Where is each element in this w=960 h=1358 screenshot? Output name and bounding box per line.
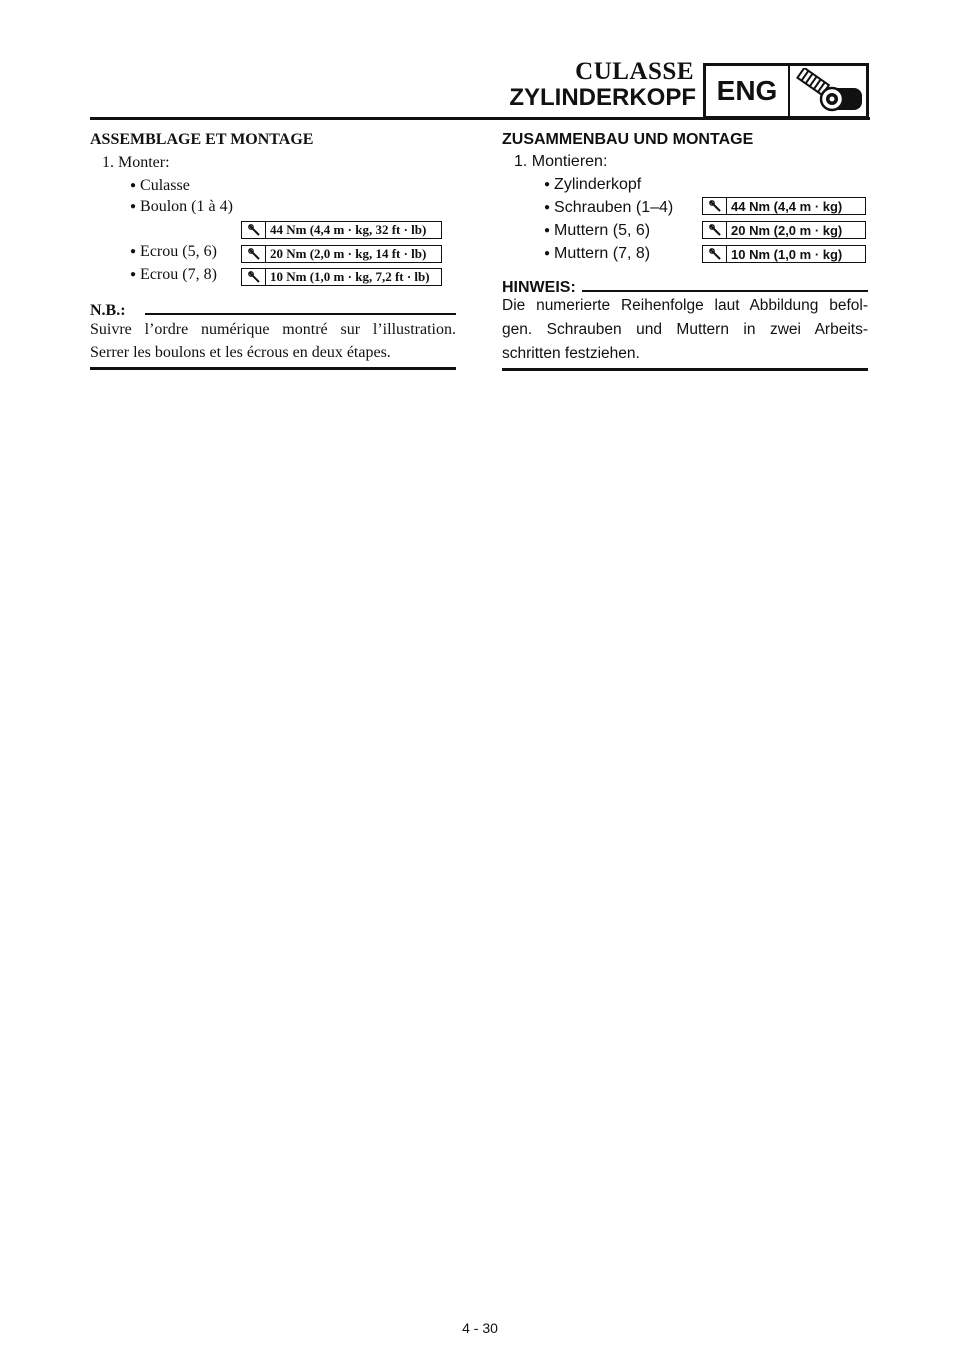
german-item-bolts [544, 199, 673, 217]
german-item-nuts-7-8 [544, 245, 650, 263]
french-item-cylinder-head [130, 177, 190, 195]
german-item-cylinder-head [544, 176, 641, 194]
torque-value: 44 Nm (4,4 m · kg, 32 ft · lb) [270, 222, 427, 237]
german-note-line-3: schritten festziehen. [502, 345, 640, 362]
german-heading: ZUSAMMENBAU UND MONTAGE [502, 131, 754, 148]
french-torque-20 [241, 245, 442, 263]
german-torque-10 [702, 245, 866, 263]
torque-value: 20 Nm (2,0 m · kg) [731, 222, 843, 238]
german-note-rule [582, 290, 868, 292]
german-torque-20 [702, 221, 866, 239]
french-note-end-rule [90, 367, 456, 370]
french-note-rule [145, 313, 456, 315]
french-item-bolts [130, 198, 233, 216]
german-item-label: Muttern (5, 6) [554, 222, 651, 239]
german-item-nuts-5-6 [544, 222, 650, 240]
french-item-label: Culasse [140, 177, 190, 194]
torque-wrench-icon [242, 222, 266, 238]
torque-wrench-icon [703, 246, 727, 262]
torque-value: 20 Nm (2,0 m · kg, 14 ft · lb) [270, 246, 427, 261]
engine-bolt-icon [794, 68, 864, 119]
torque-wrench-icon [242, 269, 266, 285]
french-heading: ASSEMBLAGE ET MONTAGE [90, 131, 314, 148]
german-note-label: HINWEIS: [502, 279, 576, 296]
german-step: 1. Montieren: [514, 153, 608, 170]
french-step: 1. Monter: [102, 154, 170, 171]
torque-value: 10 Nm (1,0 m · kg, 7,2 ft · lb) [270, 269, 430, 284]
header-title-german: ZYLINDERKOPF [509, 84, 696, 111]
french-item-label: Ecrou (5, 6) [140, 243, 217, 260]
french-item-label: Boulon (1 à 4) [140, 198, 233, 215]
section-badge-label: ENG [716, 75, 778, 106]
french-torque-10 [241, 268, 442, 286]
header-title-french: CULASSE [575, 58, 694, 85]
torque-value: 10 Nm (1,0 m · kg) [731, 246, 843, 262]
german-note-end-rule [502, 368, 868, 371]
french-item-nuts-5-6 [130, 243, 217, 261]
german-note-line-1: Die numerierte Reihenfolge laut Abbildung befol- [502, 297, 868, 314]
french-note-line-2: Serrer les boulons et les écrous en deux étapes. [90, 344, 391, 361]
torque-value: 44 Nm (4,4 m · kg) [731, 198, 843, 214]
german-note-line-2: gen. Schrauben und Muttern in zwei Arbeits- [502, 321, 868, 338]
french-item-nuts-7-8 [130, 266, 217, 284]
torque-wrench-icon [703, 222, 727, 238]
section-badge-divider [788, 66, 790, 116]
german-item-label: Schrauben (1–4) [554, 199, 674, 216]
french-torque-44 [241, 221, 442, 239]
german-item-label: Zylinderkopf [554, 176, 642, 193]
torque-wrench-icon [242, 246, 266, 262]
page-number: 4 - 30 [462, 1320, 498, 1336]
german-torque-44 [702, 197, 866, 215]
french-note-line-1: Suivre l’ordre numérique montré sur l’illustration. [90, 321, 456, 338]
french-item-label: Ecrou (7, 8) [140, 266, 217, 283]
torque-wrench-icon [703, 198, 727, 214]
german-item-label: Muttern (7, 8) [554, 245, 651, 262]
french-note-label: N.B.: [90, 302, 126, 319]
